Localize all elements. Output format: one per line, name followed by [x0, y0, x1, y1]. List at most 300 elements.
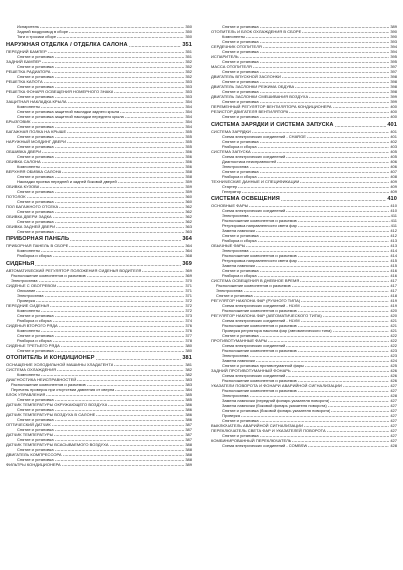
toc-page-number: 350	[185, 29, 192, 34]
toc-page-number: 353	[185, 93, 192, 99]
toc-page-number: 355	[185, 138, 192, 144]
toc-entry-title: ОБИВКА САЛОНА	[6, 158, 41, 164]
toc-leader-dots	[328, 406, 390, 407]
toc-leader-dots	[40, 187, 184, 188]
toc-entry-title: Снятие и установка	[17, 153, 54, 159]
toc-entry	[6, 253, 192, 258]
toc-entry-title: Замена лампочки (боковой фонарь указателя поворота)	[222, 403, 327, 409]
toc-page-number: 424	[390, 358, 397, 364]
toc-leader-dots	[301, 306, 390, 307]
toc-leader-dots	[260, 72, 390, 73]
toc-entry-title: Расположение компонентов и разъемов	[222, 218, 297, 224]
toc-leader-dots	[298, 381, 390, 382]
toc-entry-title: Расположение компонентов и разъемов	[222, 253, 297, 259]
toc-leader-dots	[59, 326, 185, 327]
toc-page-number: 380	[185, 347, 192, 353]
toc-page-number: 397	[390, 69, 397, 74]
toc-entry-title: ОТОПИТЕЛЬ И КОНДИЦИОНЕР	[6, 355, 95, 362]
toc-entry	[6, 229, 192, 234]
toc-page-number: 356	[185, 148, 192, 154]
toc-page-number: 387	[185, 437, 192, 443]
toc-entry-title: Проверка	[222, 413, 240, 419]
toc-page-number: 387	[185, 422, 192, 428]
toc-entry-title: ПЕРЕКЛЮЧАТЕЛЬ СВЕТА ФАР И УКАЗАТЕЛЕЙ ПОВОРОТА	[211, 428, 326, 434]
toc-entry-title: Разборка и сборка	[17, 317, 52, 323]
toc-page-number: 385	[185, 397, 192, 403]
toc-page-number: 400	[390, 104, 397, 109]
toc-entry-title: Накладки проема передней и задней боковой дверей	[17, 178, 117, 184]
toc-entry-title: Снятие и установка	[17, 208, 54, 214]
toc-entry-title: Снятие и установка	[17, 123, 54, 129]
toc-entry-title: БАГАЖНАЯ ПОЛКА НА КРЫШЕ	[6, 128, 67, 134]
toc-page-number: 426	[390, 368, 397, 374]
toc-page-number: 413	[390, 243, 397, 249]
toc-leader-dots	[55, 440, 185, 441]
toc-page-number: 354	[185, 103, 192, 109]
toc-page-number: 368	[185, 253, 192, 259]
toc-section-heading	[6, 235, 192, 243]
toc-leader-dots	[260, 172, 390, 173]
toc-page-number: 419	[390, 298, 397, 304]
toc-entry-title: Перечень проверок при отсутствии давления от сверна	[11, 387, 115, 393]
toc-page-number: 398	[390, 79, 397, 84]
toc-page-number: 350	[185, 34, 192, 39]
toc-page-number: 402	[390, 138, 397, 144]
toc-entry-title: СИСТЕМА ОСВЕЩЕНИЯ	[211, 196, 280, 203]
toc-leader-dots	[55, 147, 185, 148]
toc-leader-dots	[55, 420, 185, 421]
toc-page-number: 394	[390, 44, 397, 49]
toc-leader-dots	[256, 266, 389, 267]
toc-leader-dots	[300, 182, 389, 183]
toc-leader-dots	[241, 416, 389, 417]
toc-entry-title: ВЫКЛЮЧАТЕЛЬ АВАРИЙНОЙ СИГНАЛИЗАЦИИ	[211, 423, 304, 429]
toc-leader-dots	[55, 192, 185, 193]
toc-leader-dots	[55, 351, 185, 352]
toc-page-number: 381	[185, 362, 192, 368]
toc-leader-dots	[42, 62, 184, 63]
toc-page-number: 352	[185, 58, 192, 64]
toc-entry-title: Замена лампочки	[222, 228, 255, 234]
toc-entry-title: ОСНОВНЫЕ ФАРЫ	[211, 203, 249, 209]
toc-leader-dots	[286, 211, 389, 212]
toc-leader-dots	[260, 102, 390, 103]
toc-entry-title: Компоненты	[222, 34, 246, 39]
toc-page-number: 412	[390, 233, 397, 239]
toc-leader-dots	[96, 415, 184, 416]
toc-page-number: 384	[185, 387, 192, 393]
toc-leader-dots	[40, 27, 184, 28]
toc-entry-title: Снятие и установка	[222, 99, 259, 104]
toc-leader-dots	[67, 142, 184, 143]
toc-entry-title: Схема электрических соединений	[222, 208, 286, 214]
toc-leader-dots	[35, 265, 181, 266]
toc-entry-title: Снятие и установка	[17, 143, 54, 149]
toc-leader-dots	[67, 132, 184, 133]
toc-entry-title: Схема электрических соединений - COMBSW	[222, 443, 308, 449]
toc-leader-dots	[41, 331, 184, 332]
toc-entry-title: Электросхема	[222, 353, 249, 359]
toc-leader-dots	[250, 216, 390, 217]
toc-entry-title: ДВИГАТЕЛЬ ВПУСКНОЙ ЗАСЛОНКИ	[211, 74, 281, 79]
toc-page-number: 355	[185, 128, 192, 134]
toc-entry-title: Тяги и тросики сборе	[17, 34, 57, 39]
toc-leader-dots	[56, 227, 184, 228]
toc-leader-dots	[305, 366, 389, 367]
toc-entry-title: Снятие и установка	[17, 198, 54, 204]
toc-leader-dots	[62, 465, 185, 466]
toc-leader-dots	[118, 182, 185, 183]
toc-entry-title: Электросхема	[222, 248, 249, 254]
toc-leader-dots	[36, 291, 184, 292]
toc-section-heading	[6, 354, 192, 362]
toc-entry-title: ОБИВКА ДВЕРИ ЗАДКА	[6, 213, 52, 219]
toc-entry-title: Схема электрических соединений	[222, 153, 286, 159]
toc-page-number: 355	[185, 133, 192, 139]
toc-leader-dots	[295, 87, 389, 88]
toc-leader-dots	[304, 426, 389, 427]
toc-entry-title: БРЫЗГОВИК	[6, 118, 31, 124]
toc-leader-dots	[110, 445, 185, 446]
toc-page-number: 351	[185, 48, 192, 54]
toc-page-number: 362	[185, 213, 192, 219]
toc-leader-dots	[298, 261, 389, 262]
toc-page-number: 372	[185, 307, 192, 313]
toc-entry-title: Снятие и установка	[222, 418, 259, 424]
toc-page-number: 406	[390, 158, 397, 164]
toc-entry-title: ДАТЧИК ТЕМПЕРАТУРЫ ВОЗДУХА В САЛОНЕ	[6, 412, 96, 418]
toc-leader-dots	[68, 102, 185, 103]
toc-entry-title: ПЕРЕДНИЙ БАМПЕР	[6, 48, 47, 54]
toc-page-number: 428	[390, 393, 397, 399]
toc-entry-title: Снятие и установка защитной накладки заднего крыла	[17, 108, 120, 114]
toc-leader-dots	[292, 441, 389, 442]
toc-page-number: 373	[185, 312, 192, 318]
toc-entry-title: Снятие и установка	[222, 114, 259, 119]
toc-entry-title: НАРУЖНАЯ ОТДЕЛКА / ОТДЕЛКА САЛОНА	[6, 41, 128, 48]
toc-leader-dots	[55, 450, 185, 451]
toc-entry-title: РЕШЕТКА КАПОТА	[6, 78, 43, 84]
toc-page-number: 386	[185, 402, 192, 408]
toc-entry-title: Снятие и установка	[222, 49, 259, 54]
toc-entry-title: Снятие и установка	[222, 333, 259, 339]
toc-page-number: 398	[390, 84, 397, 89]
toc-leader-dots	[70, 240, 181, 241]
toc-leader-dots	[252, 152, 390, 153]
toc-leader-dots	[282, 77, 389, 78]
toc-entry-title: Разборка и сборка	[222, 238, 257, 244]
toc-entry-title: Компоненты	[17, 103, 41, 109]
toc-leader-dots	[42, 162, 185, 163]
toc-page-number: 354	[185, 113, 192, 119]
toc-entry-title: ДВИГАТЕЛЬ КОМПРЕССОРА	[6, 452, 62, 458]
toc-leader-dots	[302, 32, 389, 33]
toc-entry-title: КОМБИНИРОВАННЫЙ ПЕРЕКЛЮЧАТЕЛЬ	[211, 438, 292, 444]
toc-page-number: 359	[185, 188, 192, 194]
toc-leader-dots	[36, 301, 184, 302]
toc-entry-title: Схема электрических соединений - HLVM	[222, 303, 300, 309]
toc-entry-title: ОБИВКА КУЗОВА	[6, 183, 40, 189]
toc-page-number: 352	[185, 63, 192, 69]
toc-page-number: 427	[390, 428, 397, 434]
toc-page-number: 358	[185, 173, 192, 179]
toc-page-number: 382	[185, 367, 192, 373]
toc-leader-dots	[41, 375, 184, 376]
toc-entry-title: Снятие и установка	[17, 312, 54, 318]
toc-leader-dots	[298, 221, 390, 222]
toc-page-number: 390	[390, 29, 397, 34]
toc-entry-title: ЗАДНИЙ ПРОТИВОТУМАННЫЙ ФОНАРЬ	[211, 368, 291, 374]
toc-leader-dots	[108, 405, 184, 406]
toc-leader-dots	[298, 256, 390, 257]
toc-page-number: 358	[185, 168, 192, 174]
toc-page-number: 406	[390, 163, 397, 169]
toc-leader-dots	[63, 455, 185, 456]
toc-page-number: 421	[390, 323, 397, 329]
toc-page-number: 423	[390, 348, 397, 354]
toc-entry-title: ЗАЩИТНАЯ НАКЛАДКА КРЫЛА	[6, 98, 67, 104]
toc-entry-title: Схема электрических соединений	[222, 373, 286, 379]
toc-page-number: 372	[185, 302, 192, 308]
toc-leader-dots	[57, 37, 184, 38]
toc-page-number: 414	[390, 248, 397, 254]
toc-entry-title: Разборка и сборка	[17, 253, 52, 259]
toc-page-number: 351	[182, 41, 192, 48]
toc-page-number: 353	[185, 78, 192, 84]
toc-leader-dots	[55, 137, 185, 138]
toc-entry-title: Электросхема	[11, 277, 38, 283]
toc-page-number: 427	[390, 418, 397, 424]
toc-page-number: 371	[185, 282, 192, 288]
toc-leader-dots	[335, 126, 387, 127]
toc-leader-dots	[256, 231, 389, 232]
toc-page-number: 362	[185, 208, 192, 214]
toc-page-number: 428	[390, 443, 397, 449]
toc-entry-title: ПЕРЕМЕННЫЙ РЕГУЛЯТОР ВЕНТИЛЯТОРА КОНДИЦИОНЕРА	[211, 104, 332, 109]
toc-page-number: 394	[390, 49, 397, 54]
toc-page-number: 421	[390, 318, 397, 324]
toc-page-number: 395	[390, 54, 397, 59]
toc-leader-dots	[55, 316, 185, 317]
toc-entry-title: РЕЗИСТОР ДВИГАТЕЛЯ ВЕНТИЛЯТОРА	[211, 109, 289, 114]
toc-page-number: 383	[185, 382, 192, 388]
toc-page-number: 395	[390, 59, 397, 64]
toc-entry-title: СИДЕНЬЯ ВТОРОГО РЯДА	[6, 322, 58, 328]
toc-leader-dots	[323, 316, 390, 317]
toc-entry-title: Проверка	[17, 297, 35, 303]
toc-page-number: 401	[390, 128, 397, 134]
toc-entry-title: ТЕХНИЧЕСКИЕ ДАННЫЕ И СПЕЦИФИКАЦИИ	[211, 178, 300, 184]
toc-leader-dots	[301, 321, 390, 322]
toc-page-number: 427	[390, 383, 397, 389]
toc-right-column	[211, 24, 397, 448]
toc-entry-title: Разборка и сборка	[17, 337, 52, 343]
toc-page-number: 410	[387, 196, 397, 203]
toc-page-number: 427	[390, 398, 397, 404]
toc-page-number: 353	[185, 88, 192, 94]
toc-entry-title: ПОЛ БАГАЖНОГО ОТСЕКА	[6, 203, 59, 209]
toc-page-number: 407	[390, 168, 397, 174]
toc-leader-dots	[53, 341, 185, 342]
toc-page-number: 364	[182, 236, 192, 243]
toc-entry-title: Регулировка направленности света фар	[222, 258, 297, 264]
toc-leader-dots	[55, 202, 185, 203]
toc-page-number: 411	[390, 213, 397, 219]
toc-page-number: 369	[185, 267, 192, 273]
toc-entry	[211, 189, 397, 194]
toc-leader-dots	[309, 97, 389, 98]
toc-leader-dots	[260, 62, 390, 63]
toc-entry-title: ФИЛЬТРЫ КОНДИЦИОНЕРА	[6, 462, 61, 468]
toc-leader-dots	[55, 460, 185, 461]
toc-entry-title: ОПТИЧЕСКИЙ ДАТЧИК	[6, 422, 51, 428]
toc-entry-title: Электросхема	[222, 393, 249, 399]
toc-section-heading	[211, 121, 397, 129]
toc-leader-dots	[55, 212, 185, 213]
toc-page-number: 398	[390, 74, 397, 79]
toc-page-number: 417	[390, 283, 397, 289]
toc-entry-title: Снятие и установка	[17, 133, 54, 139]
toc-entry-title: Генератор	[222, 188, 242, 194]
toc-entry-title: Снятие и установка	[17, 53, 54, 59]
toc-page-number: 353	[185, 83, 192, 89]
toc-leader-dots	[292, 286, 390, 287]
toc-page-number: 427	[390, 423, 397, 429]
toc-leader-dots	[96, 359, 182, 360]
toc-page-number: 371	[185, 287, 192, 293]
toc-entry-title: РЕШЕТКА РАДИАТОРА	[6, 68, 51, 74]
toc-page-number: 388	[185, 457, 192, 463]
toc-leader-dots	[260, 117, 390, 118]
toc-page-number: 399	[390, 99, 397, 104]
toc-entry-title: Снятие и установка	[17, 218, 54, 224]
toc-section-heading	[211, 195, 397, 203]
toc-leader-dots	[286, 157, 389, 158]
toc-leader-dots	[69, 246, 184, 247]
toc-leader-dots	[333, 331, 390, 332]
toc-leader-dots	[250, 396, 390, 397]
toc-page-number: 401	[387, 121, 397, 128]
toc-page-number: 372	[185, 297, 192, 303]
toc-page-number: 369	[185, 272, 192, 278]
toc-page-number: 416	[390, 273, 397, 279]
toc-entry-title: Снятие и установка	[222, 138, 259, 144]
toc-page-number: 364	[185, 248, 192, 254]
toc-entry-title: НАРУЖНЫЙ МОЛДИНГ ДВЕРИ	[6, 138, 67, 144]
toc-leader-dots	[87, 276, 185, 277]
toc-page-number: 354	[185, 123, 192, 129]
toc-entry-title: Электросхема	[222, 213, 249, 219]
toc-leader-dots	[254, 296, 390, 297]
toc-page-number: 381	[182, 355, 192, 362]
toc-page-number: 427	[390, 438, 397, 444]
toc-entry-title: Снятие и установка	[17, 73, 54, 79]
toc-leader-dots	[55, 177, 185, 178]
toc-page-number: 425	[390, 363, 397, 369]
toc-leader-dots	[298, 326, 390, 327]
toc-entry-title: Компоненты	[17, 163, 41, 169]
toc-page-number: 355	[185, 143, 192, 149]
toc-page-number: 422	[390, 338, 397, 344]
toc-entry	[6, 34, 192, 39]
toc-entry-title: СИДЕНЬЯ	[6, 260, 35, 267]
toc-entry-title: АВТОМАТИЧЕСКИЙ РЕГУЛЯТОР ПОЛОЖЕНИЯ СИДЕНЬЯ ВОДИТЕЛЯ	[6, 267, 142, 273]
toc-entry-title: Снятие и установка	[222, 233, 259, 239]
toc-leader-dots	[55, 336, 185, 337]
toc-leader-dots	[53, 321, 185, 322]
toc-entry-title: ОСНАЩЕНИЕ ХОЛОДИЛЬНОЙ МАШИНЫ ХЛАДАГЕНТА	[6, 362, 114, 368]
toc-leader-dots	[32, 122, 185, 123]
toc-entry-title: ДВИГАТЕЛЬ ЗАСЛОНКИ РЕЖИМА ОБДУВА	[211, 84, 295, 89]
toc-leader-dots	[41, 167, 184, 168]
toc-leader-dots	[333, 107, 390, 108]
toc-leader-dots	[260, 42, 390, 43]
toc-entry-title: Замена лампочки	[222, 358, 255, 364]
toc-entry-title: МАССА ОТОПИТЕЛЯ	[211, 64, 252, 69]
toc-entry-title: ИСПАРИТЕЛЬ	[211, 54, 239, 59]
toc-entry-title: ПРИБОРНАЯ ПАНЕЛЬ В СБОРЕ	[6, 243, 69, 249]
toc-page-number: 416	[390, 268, 397, 274]
toc-leader-dots	[125, 117, 185, 118]
toc-leader-dots	[41, 251, 184, 252]
toc-page-number: 409	[390, 188, 397, 194]
toc-leader-dots	[244, 291, 390, 292]
toc-entry	[211, 114, 397, 119]
toc-page-number: 359	[185, 178, 192, 184]
toc-entry-title: Регулировка направленности света фар	[222, 223, 297, 229]
toc-leader-dots	[44, 82, 185, 83]
toc-entry-title: ПРИБОРНАЯ ПАНЕЛЬ	[6, 236, 70, 243]
toc-page-number: 401	[390, 133, 397, 139]
toc-page-number: 427	[390, 408, 397, 414]
toc-leader-dots	[281, 200, 386, 201]
toc-page-number: 376	[185, 322, 192, 328]
toc-entry-title: Снятие и установка	[17, 427, 54, 433]
toc-entry-title: ДАТЧИК ТЕМПЕРАТУРЫ ОКРУЖАЮЩЕГО ВОЗДУХА	[6, 402, 108, 408]
toc-leader-dots	[55, 57, 185, 58]
toc-leader-dots	[120, 112, 184, 113]
toc-page-number: 388	[185, 452, 192, 458]
toc-entry-title: УКАЗАТЕЛИ ПОВОРОТА И ФОНАРИ АВАРИЙНОЙ СИГНАЛИЗАЦИИ	[211, 383, 342, 389]
toc-entry	[6, 462, 192, 467]
toc-page-number: 426	[390, 373, 397, 379]
toc-page-number: 359	[185, 183, 192, 189]
toc-page-number: 399	[390, 94, 397, 99]
toc-leader-dots	[55, 127, 185, 128]
toc-leader-dots	[114, 365, 184, 366]
toc-leader-dots	[42, 152, 184, 153]
toc-page-number: 397	[390, 64, 397, 69]
toc-page-number: 362	[185, 203, 192, 209]
toc-page-number: 427	[390, 388, 397, 394]
toc-leader-dots	[258, 276, 390, 277]
toc-entry-title: ОБШИВКА ДВЕРИ	[6, 148, 42, 154]
toc-entry-title: ДАТЧИК ТЕМПЕРАТУРЫ ВСАСЫВАЕМОГО ВОЗДУХА	[6, 442, 109, 448]
toc-leader-dots	[54, 435, 184, 436]
toc-entry-title: Снятие и установка	[222, 39, 259, 44]
toc-page-number: 377	[185, 332, 192, 338]
toc-entry-title: Расположение компонентов и разъемов	[222, 378, 297, 384]
toc-page-number: 393	[390, 39, 397, 44]
toc-leader-dots	[55, 410, 185, 411]
toc-entry	[6, 348, 192, 353]
toc-leader-dots	[308, 446, 389, 447]
toc-entry-title: Снятие и установка	[17, 93, 54, 99]
toc-entry-title: СИСТЕМА ЗАРЯДКИ И СИСТЕМА ЗАПУСКА	[211, 121, 334, 128]
toc-page-number: 409	[390, 183, 397, 189]
toc-leader-dots	[298, 226, 390, 227]
toc-leader-dots	[301, 301, 389, 302]
